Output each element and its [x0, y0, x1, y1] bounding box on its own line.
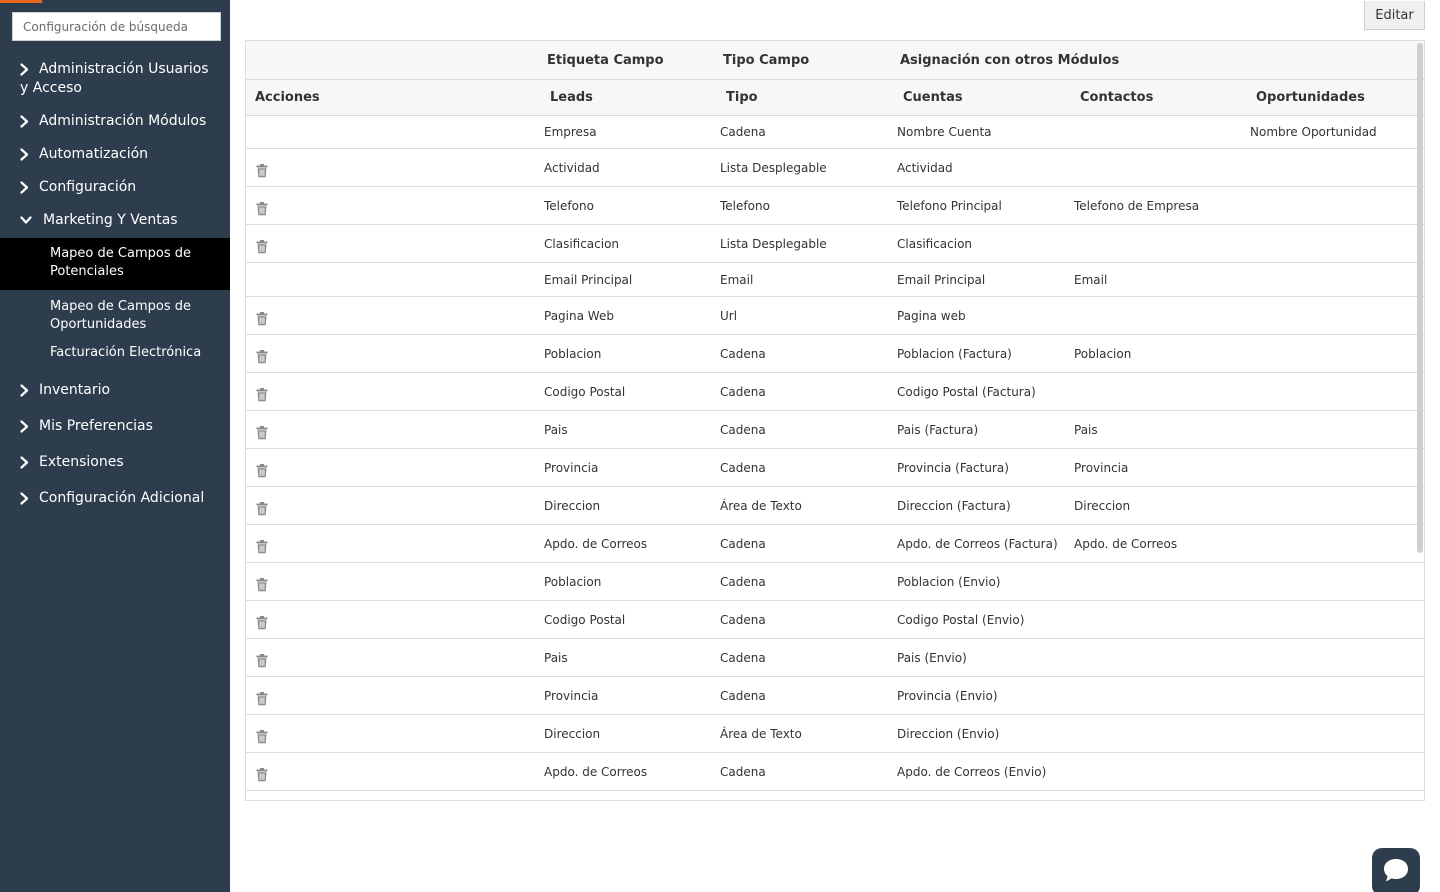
menu-item-inventory[interactable] [0, 374, 230, 407]
cell-type: Cadena [720, 650, 766, 665]
cell-accounts: Poblacion (Factura) [897, 346, 1012, 361]
cell-contacts: Direccion [1074, 498, 1131, 513]
menu-item-label: Mis Preferencias [39, 418, 153, 434]
table-group-header-row [246, 41, 1424, 80]
cell-type: Cadena [720, 764, 766, 779]
cell-contacts: Pais [1074, 422, 1098, 437]
column-header-contacts: Contactos [1080, 90, 1154, 105]
cell-leads: Email Principal [544, 272, 633, 287]
table-row [246, 601, 1424, 639]
cell-type: Cadena [720, 688, 766, 703]
cell-leads: Direccion [544, 498, 601, 513]
cell-opportunities: Nombre Oportunidad [1250, 125, 1377, 139]
settings-menu [0, 52, 230, 515]
menu-item-modules[interactable] [0, 105, 230, 138]
cell-type: Cadena [720, 384, 766, 399]
cell-accounts: Apdo. de Correos (Factura) [897, 536, 1058, 551]
cell-leads: Provincia [544, 460, 599, 475]
chat-button[interactable] [1372, 848, 1420, 892]
cell-leads: Codigo Postal [544, 384, 626, 399]
table-row [246, 639, 1424, 677]
trash-icon [256, 616, 268, 630]
cell-accounts: Actividad [897, 160, 953, 175]
cell-accounts: Direccion (Factura) [897, 498, 1011, 513]
menu-item-label: Inventario [39, 382, 111, 398]
menu-item-users-access[interactable] [0, 52, 230, 105]
group-header-mapping: Asignación con otros Módulos [900, 52, 1120, 68]
delete-row-button[interactable] [256, 225, 268, 262]
cell-leads: Direccion [544, 726, 601, 741]
table-row [246, 225, 1424, 263]
cell-leads: Actividad [544, 160, 600, 175]
column-header-leads: Leads [550, 90, 593, 105]
delete-row-button[interactable] [256, 149, 268, 186]
trash-icon [256, 164, 268, 178]
menu-item-additional-config[interactable] [0, 482, 230, 515]
delete-row-button[interactable] [256, 601, 268, 638]
cell-leads: Telefono [544, 198, 594, 213]
cell-accounts: Direccion (Envio) [897, 726, 1000, 741]
menu-item-label: Configuración [39, 179, 137, 195]
trash-icon [256, 464, 268, 478]
menu-item-marketing-sales[interactable] [0, 204, 230, 237]
delete-row-button[interactable] [256, 335, 268, 372]
delete-row-button[interactable] [256, 639, 268, 676]
trash-icon [256, 502, 268, 516]
delete-row-button[interactable] [256, 411, 268, 448]
table-row [246, 187, 1424, 225]
column-header-actions: Acciones [255, 90, 320, 105]
chevron-right-icon [20, 145, 32, 164]
table-row [246, 715, 1424, 753]
table-row [246, 335, 1424, 373]
cell-type: Cadena [720, 460, 766, 475]
menu-item-label: Administración Usuarios y Acceso [20, 61, 209, 96]
menu-item-label: Extensiones [39, 454, 124, 470]
trash-icon [256, 350, 268, 364]
table-row [246, 149, 1424, 187]
trash-icon [256, 540, 268, 554]
table-row [246, 487, 1424, 525]
cell-accounts: Pais (Envio) [897, 650, 967, 665]
menu-item-configuration[interactable] [0, 171, 230, 204]
menu-item-automation[interactable] [0, 138, 230, 171]
cell-leads: Poblacion [544, 346, 602, 361]
chevron-right-icon [20, 112, 32, 131]
cell-accounts: Apdo. de Correos (Envio) [897, 764, 1047, 779]
menu-item-label: Administración Módulos [39, 113, 207, 129]
cell-leads: Provincia [544, 688, 599, 703]
cell-accounts: Provincia (Envio) [897, 688, 998, 703]
cell-leads: Pais [544, 650, 568, 665]
cell-leads: Empresa [544, 125, 597, 139]
cell-accounts: Codigo Postal (Factura) [897, 384, 1036, 399]
table-row [246, 263, 1424, 297]
cell-accounts: Pais (Factura) [897, 422, 979, 437]
cell-type: Telefono [720, 198, 770, 213]
chevron-right-icon [20, 453, 32, 472]
cell-type: Url [720, 308, 738, 323]
cell-type: Área de Texto [720, 726, 802, 741]
cell-type: Cadena [720, 346, 766, 361]
submenu-item-e-invoicing[interactable]: Facturación Electrónica [50, 345, 202, 360]
delete-row-button[interactable] [256, 297, 268, 334]
cell-type: Email [720, 272, 754, 287]
cell-contacts: Poblacion [1074, 346, 1132, 361]
cell-accounts: Telefono Principal [897, 198, 1002, 213]
trash-icon [256, 312, 268, 326]
delete-row-button[interactable] [256, 187, 268, 224]
delete-row-button[interactable] [256, 449, 268, 486]
cell-contacts: Email [1074, 272, 1108, 287]
delete-row-button[interactable] [256, 373, 268, 410]
chat-bubble-icon [1382, 857, 1410, 887]
delete-row-button[interactable] [256, 487, 268, 524]
menu-item-extensions[interactable] [0, 446, 230, 479]
cell-accounts: Provincia (Factura) [897, 460, 1009, 475]
menu-item-label: Marketing Y Ventas [43, 212, 178, 228]
cell-type: Cadena [720, 125, 766, 139]
sidebar [0, 0, 230, 892]
cell-accounts: Pagina web [897, 308, 966, 323]
submenu-item-leads-mapping[interactable]: Mapeo de Campos de Potenciales [0, 238, 230, 290]
trash-icon [256, 768, 268, 782]
cell-accounts: Poblacion (Envio) [897, 574, 1001, 589]
cell-type: Cadena [720, 422, 766, 437]
cell-contacts: Apdo. de Correos [1074, 536, 1178, 551]
brand-accent-bar [0, 0, 42, 3]
cell-contacts: Provincia [1074, 460, 1129, 475]
cell-leads: Clasificacion [544, 236, 620, 251]
trash-icon [256, 578, 268, 592]
chevron-right-icon [20, 178, 32, 197]
cell-type: Lista Desplegable [720, 236, 827, 251]
submenu-item-opportunities-mapping[interactable]: Mapeo de Campos de Oportunidades [50, 299, 191, 332]
delete-row-button[interactable] [256, 525, 268, 562]
cell-leads: Apdo. de Correos [544, 536, 648, 551]
cell-leads: Poblacion [544, 574, 602, 589]
trash-icon [256, 730, 268, 744]
table-column-header-row [246, 80, 1424, 116]
cell-type: Lista Desplegable [720, 160, 827, 175]
vertical-scrollbar[interactable] [1417, 43, 1423, 553]
menu-item-label: Automatización [39, 146, 149, 162]
table-row [246, 753, 1424, 791]
cell-type: Área de Texto [720, 498, 802, 513]
column-header-type: Tipo [726, 90, 758, 105]
chevron-right-icon [20, 381, 32, 400]
table-row [246, 677, 1424, 715]
table-row [246, 297, 1424, 335]
delete-row-button[interactable] [256, 715, 268, 752]
trash-icon [256, 240, 268, 254]
chevron-right-icon [20, 417, 32, 436]
table-row [246, 411, 1424, 449]
trash-icon [256, 202, 268, 216]
group-header-field-label: Etiqueta Campo [547, 52, 664, 68]
group-header-field-type: Tipo Campo [723, 52, 810, 68]
cell-leads: Pais [544, 422, 568, 437]
table-row [246, 116, 1424, 149]
chevron-down-icon [20, 211, 36, 230]
menu-item-preferences[interactable] [0, 410, 230, 443]
cell-leads: Codigo Postal [544, 612, 626, 627]
table-row [246, 563, 1424, 601]
cell-type: Cadena [720, 612, 766, 627]
trash-icon [256, 654, 268, 668]
table-row [246, 449, 1424, 487]
trash-icon [256, 388, 268, 402]
field-mapping-table [245, 40, 1425, 801]
chevron-right-icon [20, 60, 32, 79]
delete-row-button[interactable] [256, 677, 268, 714]
column-header-opportunities: Oportunidades [1256, 90, 1365, 105]
column-header-accounts: Cuentas [903, 90, 963, 105]
edit-button[interactable]: Editar [1364, 1, 1425, 30]
menu-item-label: Configuración Adicional [39, 490, 205, 506]
delete-row-button[interactable] [256, 753, 268, 790]
cell-accounts: Codigo Postal (Envio) [897, 612, 1025, 627]
cell-contacts: Telefono de Empresa [1074, 198, 1200, 213]
trash-icon [256, 692, 268, 706]
delete-row-button[interactable] [256, 563, 268, 600]
cell-leads: Apdo. de Correos [544, 764, 648, 779]
cell-type: Cadena [720, 536, 766, 551]
cell-accounts: Email Principal [897, 272, 986, 287]
cell-type: Cadena [720, 574, 766, 589]
table-row [246, 373, 1424, 411]
settings-search-input[interactable] [12, 12, 221, 41]
cell-leads: Pagina Web [544, 308, 614, 323]
cell-accounts: Nombre Cuenta [897, 125, 992, 139]
chevron-right-icon [20, 489, 32, 508]
table-row [246, 525, 1424, 563]
cell-accounts: Clasificacion [897, 236, 973, 251]
trash-icon [256, 426, 268, 440]
